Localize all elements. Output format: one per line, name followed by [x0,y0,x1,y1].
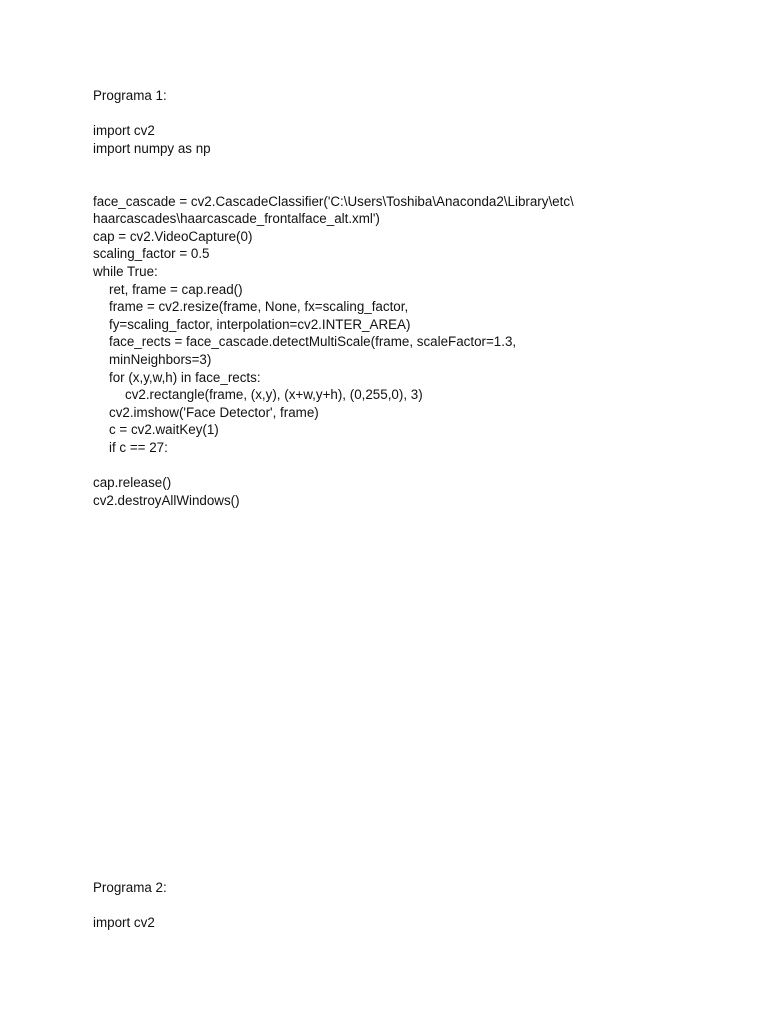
code-line-face-cascade-cont: haarcascades\haarcascade_frontalface_alt.xml') [93,211,380,227]
program-1-heading: Programa 1: [93,88,167,103]
blank-line [93,157,733,175]
code-line-imshow: cv2.imshow('Face Detector', frame) [109,404,319,420]
code-line-face-cascade: face_cascade = cv2.CascadeClassifier('C:\Users\Toshiba\Anaconda2\Library\etc\ [93,193,574,209]
code-line-for: for (x,y,w,h) in face_rects: [109,369,261,385]
code-line-scaling-factor: scaling_factor = 0.5 [93,246,210,262]
code-line-cap: cap = cv2.VideoCapture(0) [93,228,253,244]
blank-line [93,105,733,123]
program-2-section [93,879,733,932]
code-line-destroy: cv2.destroyAllWindows() [93,492,240,508]
blank-line [93,175,733,193]
code-line-import-numpy: import numpy as np [93,140,211,156]
code-line-detect-cont: minNeighbors=3) [109,351,212,367]
code-line-read: ret, frame = cap.read() [109,281,243,297]
blank-line [93,897,733,915]
program-1-section [93,87,733,509]
code-line-release: cap.release() [93,475,172,491]
code-line-resize-cont: fy=scaling_factor, interpolation=cv2.INTER_AREA) [109,316,411,332]
code-line-detect: face_rects = face_cascade.detectMultiScale(frame, scaleFactor=1.3, [109,334,517,350]
code-line-if: if c == 27: [109,439,168,455]
blank-line [93,456,733,474]
code-line-resize: frame = cv2.resize(frame, None, fx=scaling_factor, [109,299,409,315]
code-line-waitkey: c = cv2.waitKey(1) [109,422,219,438]
code-line-rectangle: cv2.rectangle(frame, (x,y), (x+w,y+h), (0,255,0), 3) [125,387,423,403]
code-line-while: while True: [93,263,158,279]
code-line-import-cv2: import cv2 [93,123,155,139]
program-2-heading: Programa 2: [93,880,167,895]
code-line-import-cv2: import cv2 [93,915,155,931]
